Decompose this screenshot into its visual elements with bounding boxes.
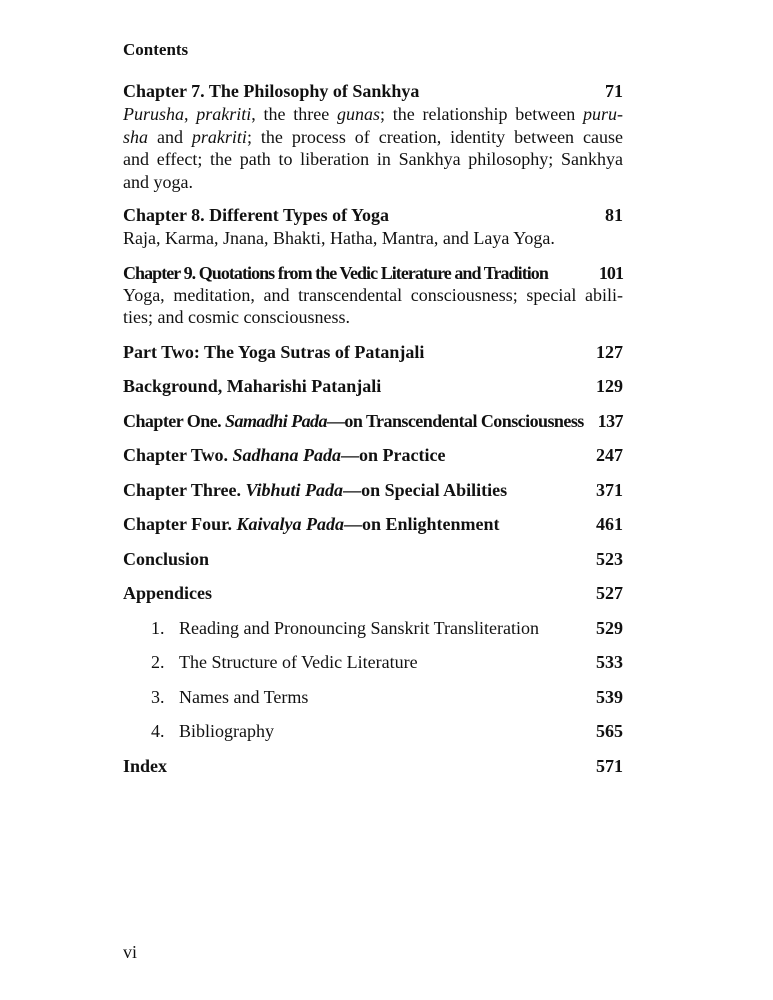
appendix-number: 3.: [151, 686, 165, 707]
running-head: Contents: [123, 40, 189, 59]
toc-entry-description: [123, 103, 623, 193]
toc-page-number: 127: [596, 341, 623, 362]
toc-entry-chapter-one: [123, 410, 623, 432]
description-line: Yoga, meditation, and transcendental consciousness; special abili-: [123, 284, 623, 305]
toc-entry-chapter-three: [123, 479, 623, 501]
description-line: and effect; the path to liberation in Sankhya philosophy; Sankhya: [123, 149, 623, 169]
toc-page-number: 137: [597, 410, 623, 431]
toc-page-number: 247: [596, 445, 623, 465]
appendix-item: [123, 651, 623, 673]
folio-page-number: vi: [123, 942, 138, 962]
toc-entry-title: Conclusion: [123, 548, 210, 569]
toc-page-number: 101: [598, 262, 623, 283]
toc-entry-appendices: [123, 582, 623, 604]
toc-entry-description: [123, 227, 623, 250]
toc-page-number: 523: [596, 548, 623, 569]
toc-entry-description: [123, 284, 623, 329]
toc-entry-title: Background, Maharishi Patanjali: [123, 376, 382, 396]
appendix-item: [123, 720, 623, 742]
toc-entry-chapter-four: [123, 513, 623, 535]
toc-page-number: 129: [596, 376, 623, 396]
toc-entry-chapter-two: [123, 444, 623, 466]
toc-entry-title: Chapter 7. The Philosophy of Sankhya: [123, 81, 420, 101]
description-line: Purusha, prakriti, the three gunas; the relationship between puru-: [123, 104, 624, 124]
toc-entry-title: Part Two: The Yoga Sutras of Patanjali: [123, 341, 425, 362]
toc-page-number: 81: [605, 205, 623, 225]
toc-entry-chapter-7: [123, 80, 623, 193]
appendix-title: Bibliography: [179, 721, 274, 741]
toc-page-number: 539: [596, 686, 623, 707]
appendix-item: [123, 686, 623, 708]
toc-page-number: 371: [596, 479, 623, 500]
toc-entry-title: Chapter 9. Quotations from the Vedic Literature and Tradition: [123, 262, 548, 283]
toc-entry-title: Index: [123, 755, 168, 776]
toc-entry-title: Chapter Four. Kaivalya Pada—on Enlightenment: [123, 514, 500, 534]
description-line: ties; and cosmic consciousness.: [123, 307, 350, 327]
toc-page-number: 565: [596, 721, 623, 741]
toc-entry-title: Chapter Two. Sadhana Pada—on Practice: [123, 445, 446, 465]
toc-entry-title: Appendices: [123, 583, 213, 603]
appendix-title: Reading and Pronouncing Sanskrit Transliteration: [179, 617, 539, 638]
toc-entry-index: [123, 755, 623, 777]
description-line: Raja, Karma, Jnana, Bhakti, Hatha, Mantra, and Laya Yoga.: [123, 228, 555, 248]
description-line: sha and prakriti; the process of creation, identity between cause: [123, 126, 623, 147]
appendix-number: 4.: [151, 721, 165, 741]
toc-entry-chapter-9: [123, 262, 623, 329]
toc-entry-background: [123, 375, 623, 397]
toc-entry-title: Chapter One. Samadhi Pada—on Transcendental Consciousness: [123, 410, 584, 431]
toc-page-number: 533: [596, 652, 623, 672]
toc-page-number: 571: [596, 755, 623, 776]
appendix-number: 2.: [151, 652, 165, 672]
appendix-number: 1.: [151, 617, 165, 638]
appendix-title: Names and Terms: [179, 686, 309, 707]
toc-entry-chapter-8: [123, 204, 623, 250]
description-line: and yoga.: [123, 171, 193, 192]
toc-entry-title: Chapter Three. Vibhuti Pada—on Special Abilities: [123, 479, 508, 500]
appendix-title: The Structure of Vedic Literature: [179, 652, 418, 672]
toc-entry-title: Chapter 8. Different Types of Yoga: [123, 205, 389, 225]
toc-entry-part-two: [123, 341, 623, 363]
toc-page-number: 461: [596, 514, 623, 534]
appendix-item: [123, 617, 623, 639]
toc-entry-conclusion: [123, 548, 623, 570]
toc-page-number: 527: [596, 583, 623, 603]
table-of-contents: [123, 80, 623, 777]
toc-page-number: 529: [596, 617, 623, 638]
toc-page-number: 71: [605, 81, 623, 101]
